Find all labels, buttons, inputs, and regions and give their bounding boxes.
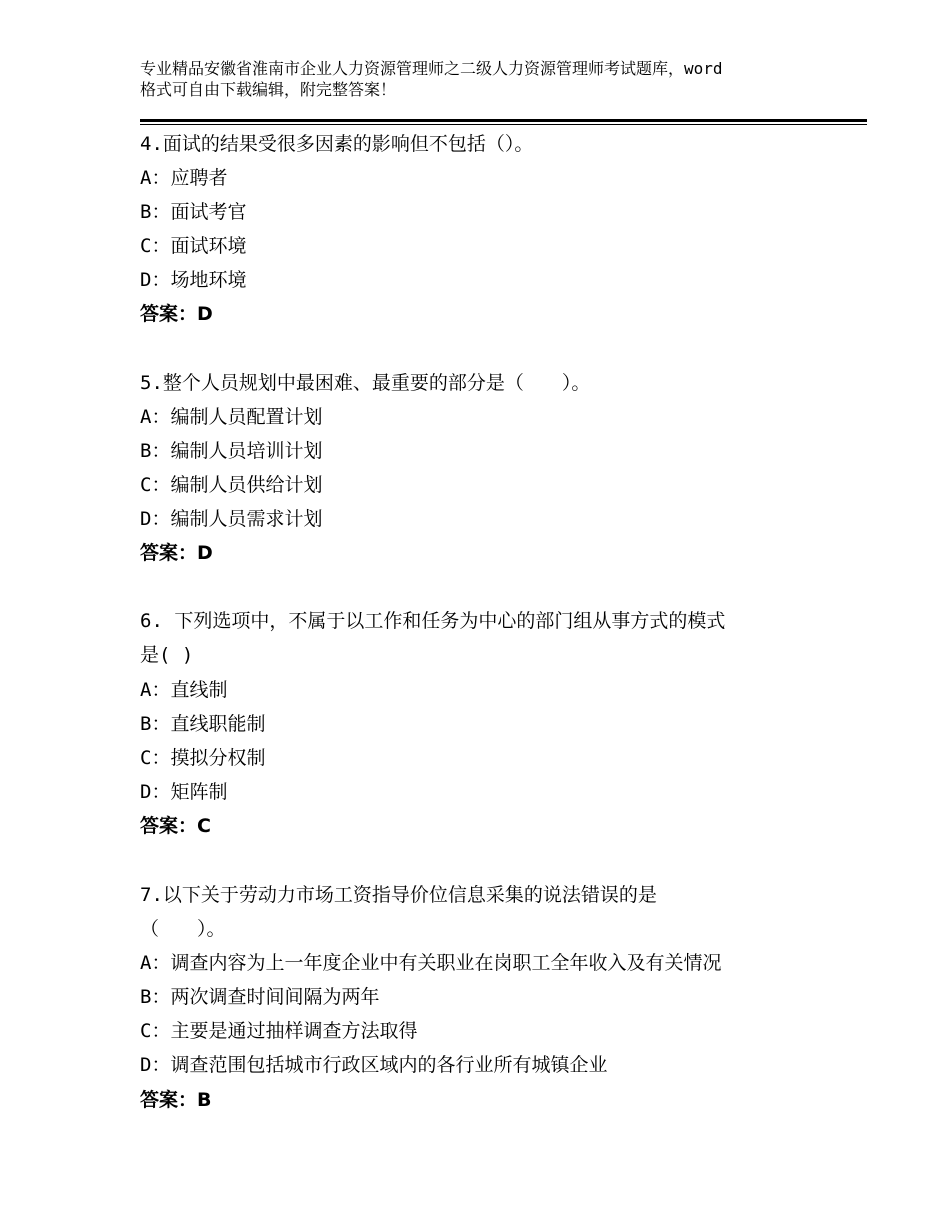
- question-6-option-d: D：矩阵制: [140, 781, 228, 803]
- question-5-option-b: B：编制人员培训计划: [140, 440, 323, 462]
- question-7-option-b: B：两次调查时间间隔为两年: [140, 986, 380, 1008]
- question-6-option-c: C：摸拟分权制: [140, 747, 266, 769]
- question-6-option-b: B：直线职能制: [140, 713, 266, 735]
- question-6-stem-line-2: 是( ): [140, 644, 194, 666]
- question-7-stem-line-1: 7.以下关于劳动力市场工资指导价位信息采集的说法错误的是: [140, 884, 657, 906]
- question-5-option-d: D：编制人员需求计划: [140, 508, 323, 530]
- question-7-stem-line-2: （ ）。: [140, 918, 226, 940]
- header-rule-thick: [140, 119, 867, 122]
- header-line-1: 专业精品安徽省淮南市企业人力资源管理师之二级人力资源管理师考试题库，word: [140, 59, 723, 78]
- question-7-answer: 答案：B: [140, 1089, 212, 1111]
- document-header: [140, 58, 820, 100]
- question-4-answer: 答案：D: [140, 303, 213, 325]
- question-5-answer: 答案：D: [140, 542, 213, 564]
- question-4-stem: 4.面试的结果受很多因素的影响但不包括（）。: [140, 133, 534, 155]
- question-5-stem: 5.整个人员规划中最困难、最重要的部分是（ ）。: [140, 372, 591, 394]
- question-7-option-c: C：主要是通过抽样调查方法取得: [140, 1020, 418, 1042]
- question-4-option-a: A：应聘者: [140, 167, 228, 189]
- question-4-option-b: B：面试考官: [140, 201, 247, 223]
- header-line-2: 格式可自由下载编辑，附完整答案！: [140, 80, 397, 99]
- question-4-option-c: C：面试环境: [140, 235, 247, 257]
- header-rule-thin: [140, 124, 867, 125]
- question-5-option-c: C：编制人员供给计划: [140, 474, 323, 496]
- question-7-option-a: A：调查内容为上一年度企业中有关职业在岗职工全年收入及有关情况: [140, 952, 722, 974]
- question-6-answer: 答案：C: [140, 815, 211, 837]
- question-5-option-a: A：编制人员配置计划: [140, 406, 323, 428]
- question-4-option-d: D：场地环境: [140, 269, 247, 291]
- question-6-option-a: A：直线制: [140, 679, 228, 701]
- question-6-stem-line-1: 6. 下列选项中，不属于以工作和任务为中心的部门组从事方式的模式: [140, 610, 726, 632]
- question-7-option-d: D：调查范围包括城市行政区域内的各行业所有城镇企业: [140, 1054, 608, 1076]
